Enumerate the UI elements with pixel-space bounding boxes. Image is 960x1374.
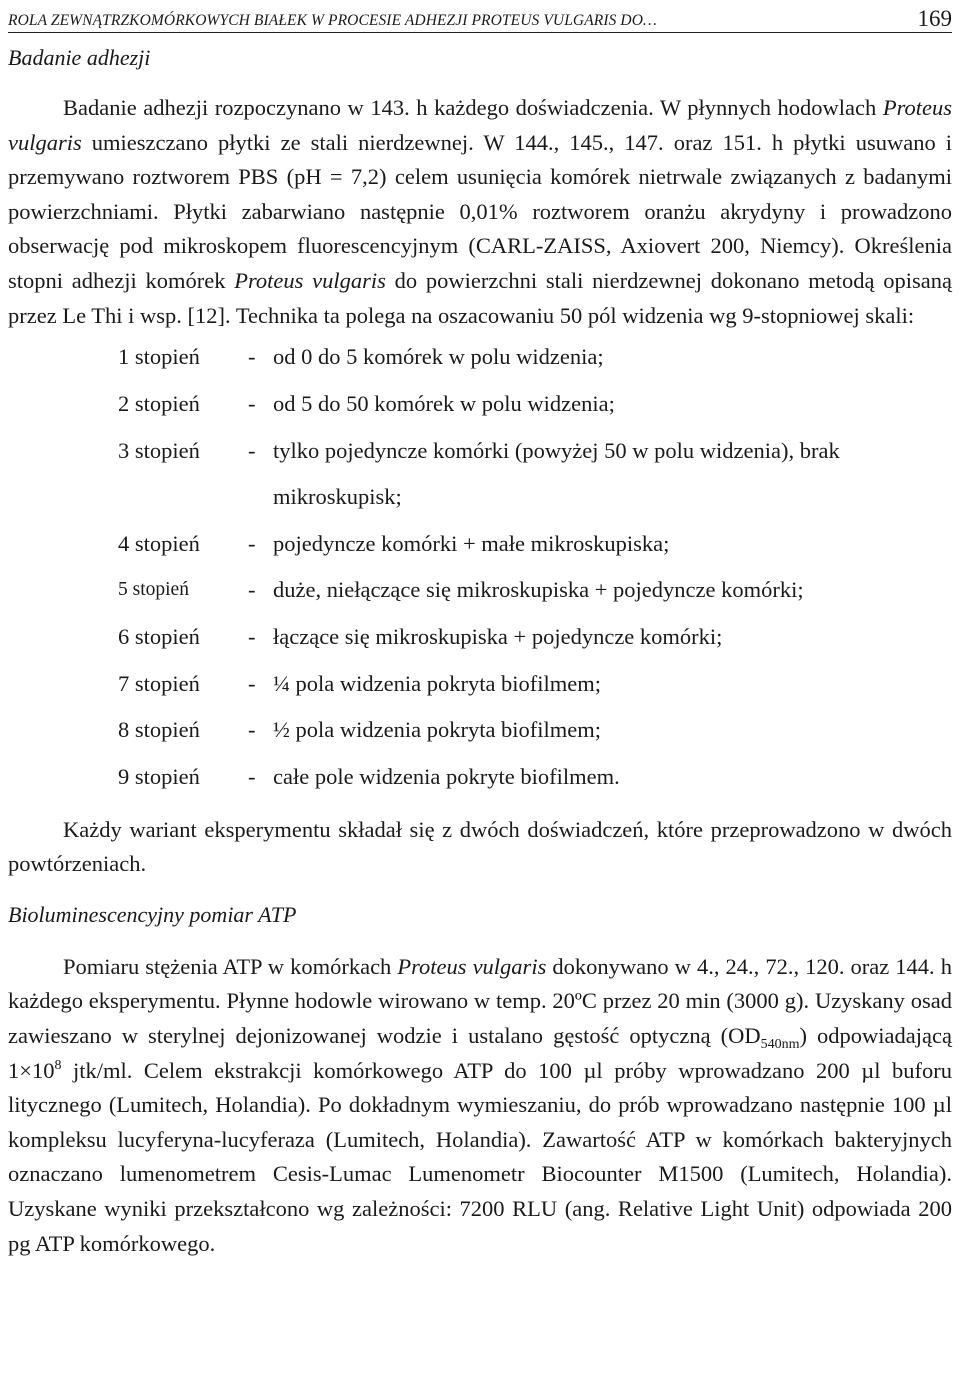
species-name: Proteus vulgaris: [8, 95, 952, 155]
grade-description: - łączące się mikroskupiska + pojedyncze komórki;: [248, 623, 723, 649]
grade-label: 1 stopień: [118, 344, 200, 370]
list-item: [8, 428, 952, 521]
paragraph-atp-method: Pomiaru stężenia ATP w komórkach Proteus vulgaris dokonywano w 4., 24., 72., 120. oraz 144. h każdego eksperymentu. Płynne hodowle wirowano w temp. 20ºC przez 20 min (3000 g). Uzyskany osad zawieszano w sterylnej dejonizowanej wodzie i ustalano gęstość optyczną $(OD_{540nm})$ odpowiadającą $1\times 10^8$ jtk/ml. Celem ekstrakcji komórkowego ATP do 100 µl próby wprowadzano 200 µl buforu litycznego (Lumitech, Holandia). Po dokładnym wymieszaniu, do prób wprowadzano następnie 100 µl kompleksu lucyferyna-lucyferaza (Lumitech, Holandia). Zawartość ATP w komórkach bakteryjnych oznaczano lumenometrem Cesis-Lumac Lumenometr Biocounter M1500 (Lumitech, Holandia). Uzyskane wyniki przekształcono wg zależności: 7200 RLU (ang. Relative Light Unit) odpowiada 200 pg ATP komórkowego.: [8, 953, 952, 1256]
grade-label: 6 stopień: [118, 623, 200, 649]
grade-description: - całe pole widzenia pokryte biofilmem.: [248, 763, 620, 789]
paragraph-adhesion-method: Badanie adhezji rozpoczynano w 143. h każdego doświadczenia. W płynnych hodowlach Proteus vulgaris umieszczano płytki ze stali nierdzewnej. W 144., 145., 147. oraz 151. h płytki usuwano i przemywano roztworem PBS (pH = 7,2) celem usunięcia komórek nietrwale związanych z badanymi powierzchniami. Płytki zabarwiano następnie 0,01% roztworem oranżu akrydyny i prowadzono obserwację pod mikroskopem fluorescencyjnym (CARL-ZAISS, Axiovert 200, Niemcy). Określenia stopni adhezji komórek Proteus vulgaris do powierzchni stali nierdzewnej dokonano metodą opisaną przez Le Thi i wsp. [12]. Technika ta polega na oszacowaniu 50 pól widzenia wg 9-stopniowej skali:: [8, 95, 952, 328]
grade-description: - ¼ pola widzenia pokryta biofilmem;: [248, 670, 602, 696]
page-number: 169: [917, 6, 952, 31]
grade-label: 2 stopień: [118, 390, 200, 416]
grade-label: 9 stopień: [118, 763, 200, 789]
list-item: [8, 707, 952, 754]
grade-label: 8 stopień: [118, 717, 200, 743]
document-page: [8, 0, 952, 1261]
list-item: [8, 661, 952, 708]
grade-description: - od 0 do 5 komórek w polu widzenia;: [248, 344, 604, 370]
list-item: [8, 567, 952, 614]
grade-description: - tylko pojedyncze komórki (powyżej 50 w polu widzenia), brak mikroskupisk;: [248, 437, 840, 510]
running-title: ROLA ZEWNĄTRZKOMÓRKOWYCH BIAŁEK W PROCESIE ADHEZJI PROTEUS VULGARIS DO…: [8, 12, 657, 29]
grade-description: - pojedyncze komórki + małe mikroskupiska;: [248, 530, 670, 556]
exponent-superscript: 8: [54, 1057, 62, 1073]
grade-label: 4 stopień: [118, 530, 200, 556]
grade-description: - ½ pola widzenia pokryta biofilmem;: [248, 717, 602, 743]
list-item: [8, 754, 952, 801]
grade-label: 7 stopień: [118, 670, 200, 696]
list-item: [8, 381, 952, 428]
section-heading-atp: Bioluminescencyjny pomiar ATP: [8, 901, 297, 927]
species-name: Proteus vulgaris: [234, 267, 386, 293]
species-name: Proteus vulgaris: [397, 953, 547, 979]
grade-label: 5 stopień: [118, 579, 189, 601]
adhesion-scale-list: [8, 334, 952, 801]
grade-label: 3 stopień: [118, 437, 200, 463]
paragraph-replicates: Każdy wariant eksperymentu składał się z dwóch doświadczeń, które przeprowadzono w dwóch powtórzeniach.: [8, 816, 952, 877]
list-item: [8, 521, 952, 568]
running-header: [8, 0, 952, 33]
list-item: [8, 614, 952, 661]
section-heading-adhesion: Badanie adhezji: [8, 45, 151, 70]
list-item: [8, 334, 952, 381]
od-subscript: 540nm: [760, 1037, 800, 1053]
grade-description: - duże, niełączące się mikroskupiska + pojedyncze komórki;: [248, 577, 804, 603]
grade-description: - od 5 do 50 komórek w polu widzenia;: [248, 390, 615, 416]
